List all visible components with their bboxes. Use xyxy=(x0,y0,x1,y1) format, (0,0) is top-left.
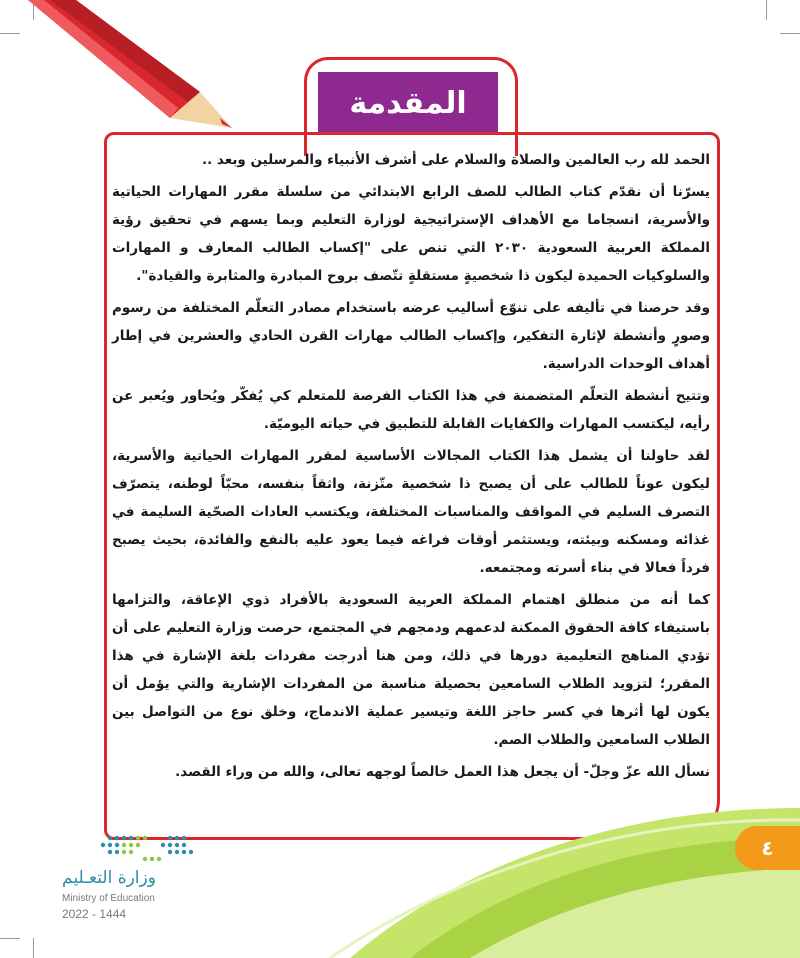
paragraph-3: وقد حرصنا في تأليفه على تنوّع أساليب عرضه باستخدام مصادر التعلّم المختلفة من رسوم وصورٍ وأنشطة لإثارة التفكير، وإكساب الطالب مهارات القرن الحادي والعشرين في إطار أهداف الوحدات الدراسية. xyxy=(112,300,710,372)
edition-year: 2022 - 1444 xyxy=(62,907,127,921)
page-number: ٤ xyxy=(761,836,774,860)
paragraph-5: لقد حاولنا أن يشمل هذا الكتاب المجالات الأساسية لمقرر المهارات الحياتية والأسرية، ليكون عوناً للطالب على أن يصبح ذا شخصية متّزنة، واثقاً بنفسه، محبّاً لوطنه، يتصرّف التصرف السليم في المواقف والمناسبات المختلفة، ويكتسب العادات الصحّية السليمة في غذائه ومسكنه وبيئته، ويستثمر أوقات فراغه فيما يعود عليه بالنفع والفائدة، بحيث يصبح فرداً فعالا في بناء أسرته ومجتمعه. xyxy=(112,448,710,576)
crop-mark-tr-h xyxy=(780,33,800,34)
paragraph-4: وتتيح أنشطة التعلّم المتضمنة في هذا الكتاب الفرصة للمتعلم كي يُفكّر ويُحاور ويُعبر عن رأيه، ليكتسب المهارات والكفايات القابلة للتطبيق في حياته اليوميّة. xyxy=(112,388,710,432)
paragraph-7: نسأل الله عزّ وجلّ- أن يجعل هذا العمل خالصاً لوجهه تعالى، والله من وراء القصد. xyxy=(175,764,710,780)
pencil-illustration xyxy=(0,0,240,140)
page-title: المقدمة xyxy=(349,85,467,121)
paragraph-1: الحمد لله رب العالمين والصلاة والسلام على أشرف الأنبياء والمرسلين وبعد .. xyxy=(201,152,710,168)
title-box xyxy=(318,72,498,134)
crop-mark-tr-v xyxy=(766,0,767,20)
ministry-name-arabic: وزارة التعـليم xyxy=(62,868,156,888)
page-number-tab xyxy=(735,826,800,870)
intro-text xyxy=(112,146,710,790)
paragraph-2: يسرّنا أن نقدّم كتاب الطالب للصف الرابع الابتدائي من سلسلة مقرر المهارات الحياتية والأسرية، انسجاما مع الأهداف الإستراتيجية لوزارة التعليم وبما يسهم في تحقيق رؤية المملكة العربية السعودية ٢٠٣٠ التي تنص على "إكساب الطالب المعارف و المهارات والسلوكيات الحميدة ليكون ذا شخصيةٍ مستقلةٍ تتّصف بروح المبادرة والمثابرة والقيادة". xyxy=(112,184,710,284)
paragraph-6: كما أنه من منطلق اهتمام المملكة العربية السعودية بالأفراد ذوي الإعاقة، والتزامها باستيفاء كافة الحقوق الممكنة لدعمهم ودمجهم في المجتمع، حرصت وزارة التعليم على أن تؤدي المناهج التعليمية دورها في ذلك، ومن هنا أدرجت مفردات بلغة الإشارة في هذا المقرر؛ لتزويد الطلاب السامعين بحصيلة مناسبة من المفردات الإشارية والتي يؤمل أن يكون لها أثرها في كسر حاجز اللغة وتيسير عملية الاندماج، وخلق نوع من التواصل بين الطلاب السامعين والطلاب الصم. xyxy=(112,592,710,748)
ministry-logo-dots xyxy=(60,832,200,872)
ministry-name-english: Ministry of Education xyxy=(62,893,155,904)
